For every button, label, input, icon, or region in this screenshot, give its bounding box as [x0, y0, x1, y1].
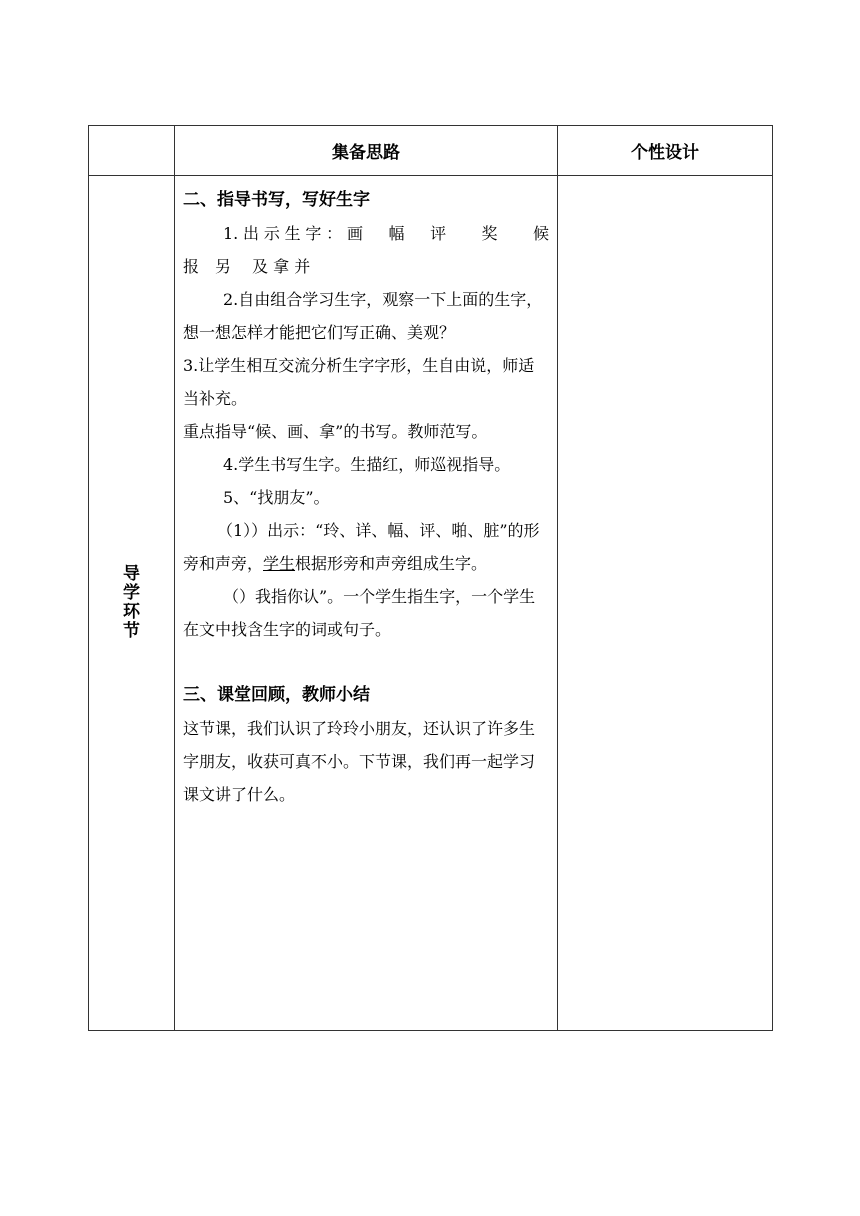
paragraph-key-guidance: 重点指导“候、画、拿”的书写。教师范写。: [183, 422, 488, 441]
paragraph-show-radicals: [183, 514, 549, 580]
lesson-content: [175, 176, 557, 811]
show-chars-line1: 1.出示生字：画 幅 评 奖 候: [223, 224, 549, 243]
paragraph-summary: 这节课，我们认识了玲玲小朋友，还认识了许多生字朋友，收获可真不小。下节课，我们再一起学习课文讲了什么。: [183, 719, 536, 804]
content-cell: [175, 176, 558, 1031]
blank-line: [183, 646, 549, 679]
section-heading-writing: 二、指导书写，写好生字: [183, 190, 370, 210]
paragraph-student-writing: 4.学生书写生字。生描红，师巡视指导。: [223, 455, 511, 474]
row-label: 导学环节: [123, 564, 140, 641]
paragraph-find-friends: 5、“找朋友”。: [223, 488, 330, 507]
radicals-text-pre: （1））出示：“玲、详、幅、评、啪、脏”的形旁和声旁，: [183, 521, 540, 573]
header-empty-cell: [89, 126, 175, 176]
table-body-row: [89, 176, 773, 1031]
header-collective-plan: 集备思路: [175, 126, 558, 176]
table-header-row: [89, 126, 773, 176]
show-chars-line2: 报 另 及 拿 并: [183, 257, 311, 276]
paragraph-point-recognize: （）我指你认”。一个学生指生字，一个学生在文中找含生字的词或句子。: [183, 587, 536, 639]
lesson-plan-table: [88, 125, 773, 1031]
personal-design-cell: [558, 176, 773, 1031]
radicals-text-post: 根据形旁和声旁组成生字。: [295, 554, 488, 573]
row-label-cell: [89, 176, 175, 1031]
paragraph-exchange: 3.让学生相互交流分析生字字形，生自由说，师适当补充。: [183, 356, 535, 408]
radicals-underlined-word: 学生: [263, 554, 296, 573]
header-personal-design: 个性设计: [558, 126, 773, 176]
section-heading-review: 三、课堂回顾，教师小结: [183, 685, 370, 705]
paragraph-group-study: 2.自由组合学习生字，观察一下上面的生字，想一想怎样才能把它们写正确、美观？: [183, 290, 543, 342]
